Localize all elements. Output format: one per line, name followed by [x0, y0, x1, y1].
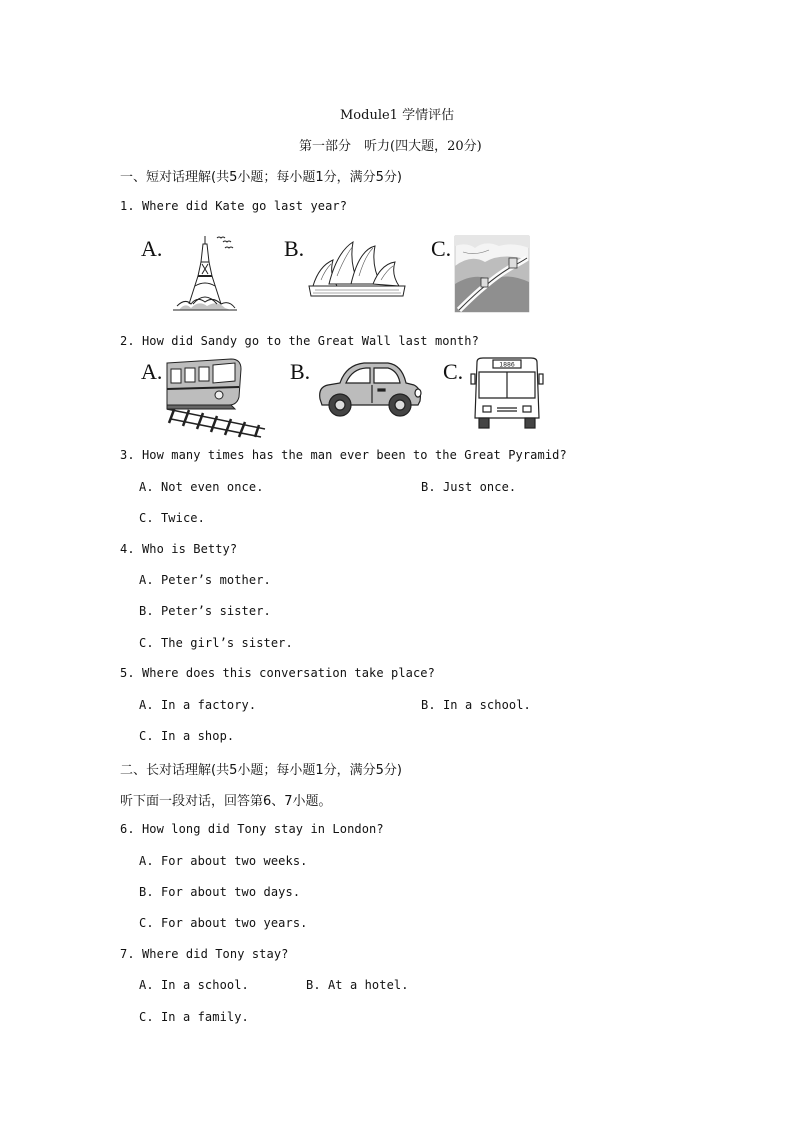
section1-heading: 一、短对话理解(共5小题；每小题1分，满分5分): [120, 170, 402, 185]
q4-question: 4. Who is Betty?: [120, 542, 238, 556]
q1-option-c-letter: C.: [431, 236, 452, 261]
section2-heading: 二、长对话理解(共5小题；每小题1分，满分5分): [120, 763, 402, 778]
q1-question: 1. Where did Kate go last year?: [120, 199, 348, 213]
q6-option-a: A. For about two weeks.: [139, 854, 308, 868]
q1-option-b-letter: B.: [284, 236, 305, 261]
q7-option-c: C. In a family.: [139, 1010, 249, 1024]
great-wall-image: [455, 236, 529, 312]
bus-image: [469, 356, 545, 430]
page-title: Module1 学情评估: [340, 108, 455, 123]
car-image: [314, 357, 424, 419]
q3-option-b: B. Just once.: [421, 480, 517, 494]
q6-option-c: C. For about two years.: [139, 916, 308, 930]
sydney-opera-house-image: [307, 236, 407, 302]
q7-option-a: A. In a school.: [139, 978, 249, 992]
q4-option-b: B. Peter’s sister.: [139, 604, 271, 618]
q7-option-b: B. At a hotel.: [306, 978, 409, 992]
q3-question: 3. How many times has the man ever been to the Great Pyramid?: [120, 448, 567, 462]
q2-option-c-letter: C.: [443, 359, 464, 384]
q3-option-a: A. Not even once.: [139, 480, 264, 494]
q5-option-c: C. In a shop.: [139, 729, 235, 743]
part-subtitle: 第一部分 听力(四大题，20分): [299, 139, 482, 154]
q2-question: 2. How did Sandy go to the Great Wall last month?: [120, 334, 479, 348]
q5-option-a: A. In a factory.: [139, 698, 257, 712]
train-image: [165, 357, 269, 437]
q3-option-c: C. Twice.: [139, 511, 205, 525]
q6-question: 6. How long did Tony stay in London?: [120, 822, 384, 836]
q7-question: 7. Where did Tony stay?: [120, 947, 289, 961]
bus-number-label: 1886: [499, 360, 515, 369]
q1-option-a-letter: A.: [141, 236, 163, 261]
section2-instruction: 听下面一段对话，回答第6、7小题。: [120, 794, 332, 809]
q2-option-a-letter: A.: [141, 359, 163, 384]
q2-option-b-letter: B.: [290, 359, 311, 384]
eiffel-tower-image: [165, 234, 239, 314]
q4-option-c: C. The girl’s sister.: [139, 636, 293, 650]
q6-option-b: B. For about two days.: [139, 885, 301, 899]
q5-option-b: B. In a school.: [421, 698, 531, 712]
q4-option-a: A. Peter’s mother.: [139, 573, 271, 587]
q5-question: 5. Where does this conversation take place?: [120, 666, 435, 680]
